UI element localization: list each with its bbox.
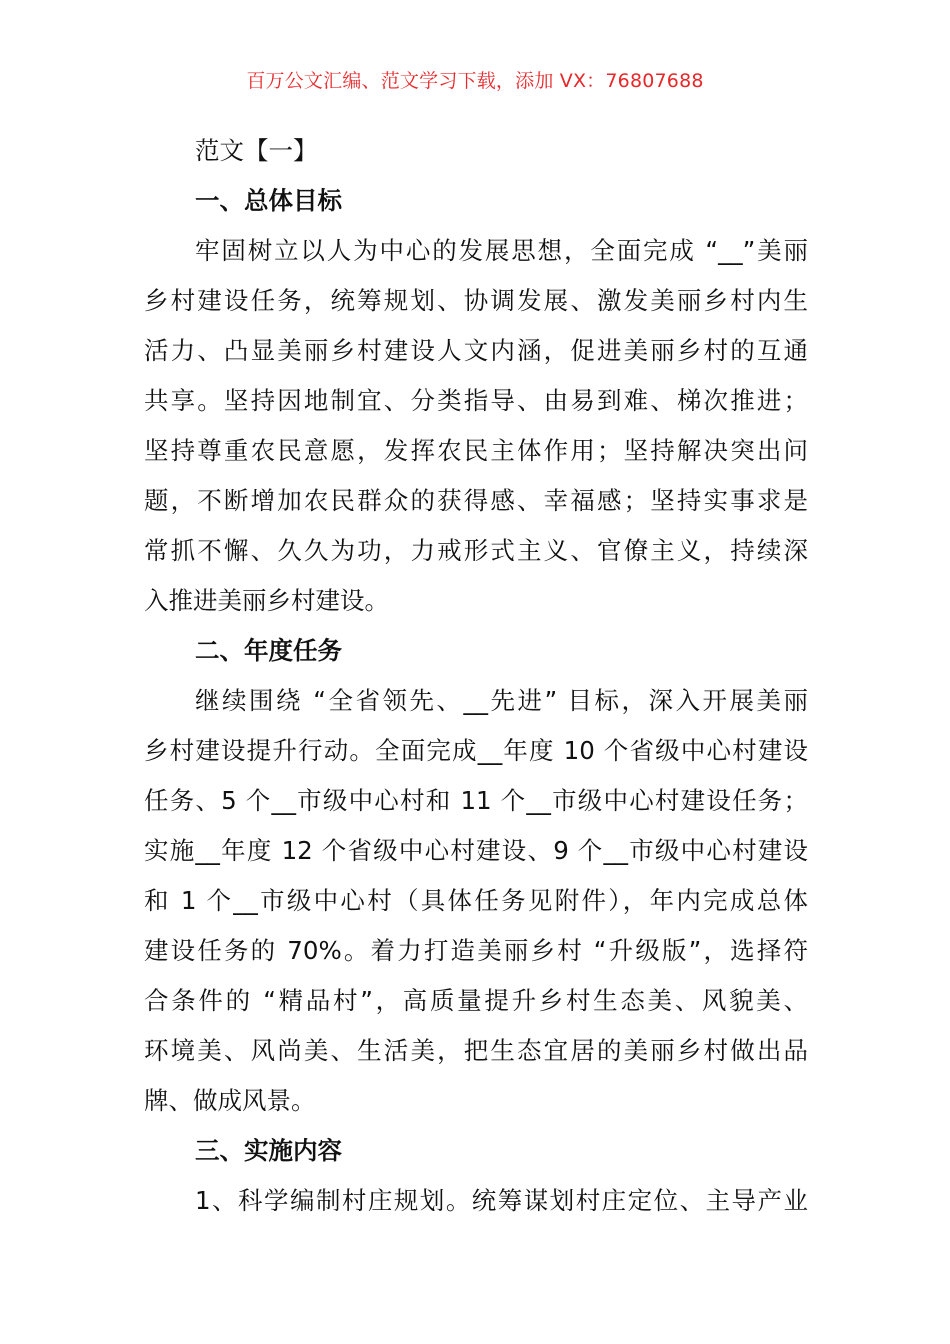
section-heading: 三、实施内容 (195, 1136, 342, 1165)
paragraph-line: 实施__年度 12 个省级中心村建设、9 个__市级中心村建设 (144, 836, 808, 865)
paragraph-line: 建设任务的 70%。着力打造美丽乡村 “升级版”，选择符 (144, 936, 808, 965)
paragraph-line: 继续围绕 “全省领先、__先进” 目标，深入开展美丽 (195, 686, 808, 715)
paragraph-line: 环境美、风尚美、生活美，把生态宜居的美丽乡村做出品 (144, 1036, 808, 1065)
doc-title: 范文【一】 (195, 136, 318, 165)
paragraph-line: 入推进美丽乡村建设。 (144, 586, 389, 615)
paragraph-line: 和 1 个__市级中心村（具体任务见附件），年内完成总体 (144, 886, 808, 915)
paragraph-line: 常抓不懈、久久为功，力戒形式主义、官僚主义，持续深 (144, 536, 808, 565)
paragraph-line: 牌、做成风景。 (144, 1086, 316, 1115)
header-banner: 百万公文汇编、范文学习下载，添加 VX：76807688 (246, 70, 704, 92)
paragraph-line: 1、科学编制村庄规划。统筹谋划村庄定位、主导产业 (195, 1186, 808, 1215)
paragraph-line: 坚持尊重农民意愿，发挥农民主体作用；坚持解决突出问 (144, 436, 808, 465)
paragraph-line: 乡村建设提升行动。全面完成__年度 10 个省级中心村建设 (144, 736, 808, 765)
paragraph-line: 牢固树立以人为中心的发展思想，全面完成 “__”美丽 (195, 236, 808, 265)
paragraph-line: 题，不断增加农民群众的获得感、幸福感；坚持实事求是 (144, 486, 808, 515)
paragraph-line: 活力、凸显美丽乡村建设人文内涵，促进美丽乡村的互通 (144, 336, 808, 365)
paragraph-line: 合条件的 “精品村”，高质量提升乡村生态美、风貌美、 (144, 986, 808, 1015)
document-body (144, 126, 808, 1226)
section-heading: 二、年度任务 (195, 636, 342, 665)
section-heading: 一、总体目标 (195, 186, 342, 215)
paragraph-line: 任务、5 个__市级中心村和 11 个__市级中心村建设任务； (144, 786, 808, 815)
paragraph-line: 乡村建设任务，统筹规划、协调发展、激发美丽乡村内生 (144, 286, 808, 315)
paragraph-line: 共享。坚持因地制宜、分类指导、由易到难、梯次推进； (144, 386, 808, 415)
